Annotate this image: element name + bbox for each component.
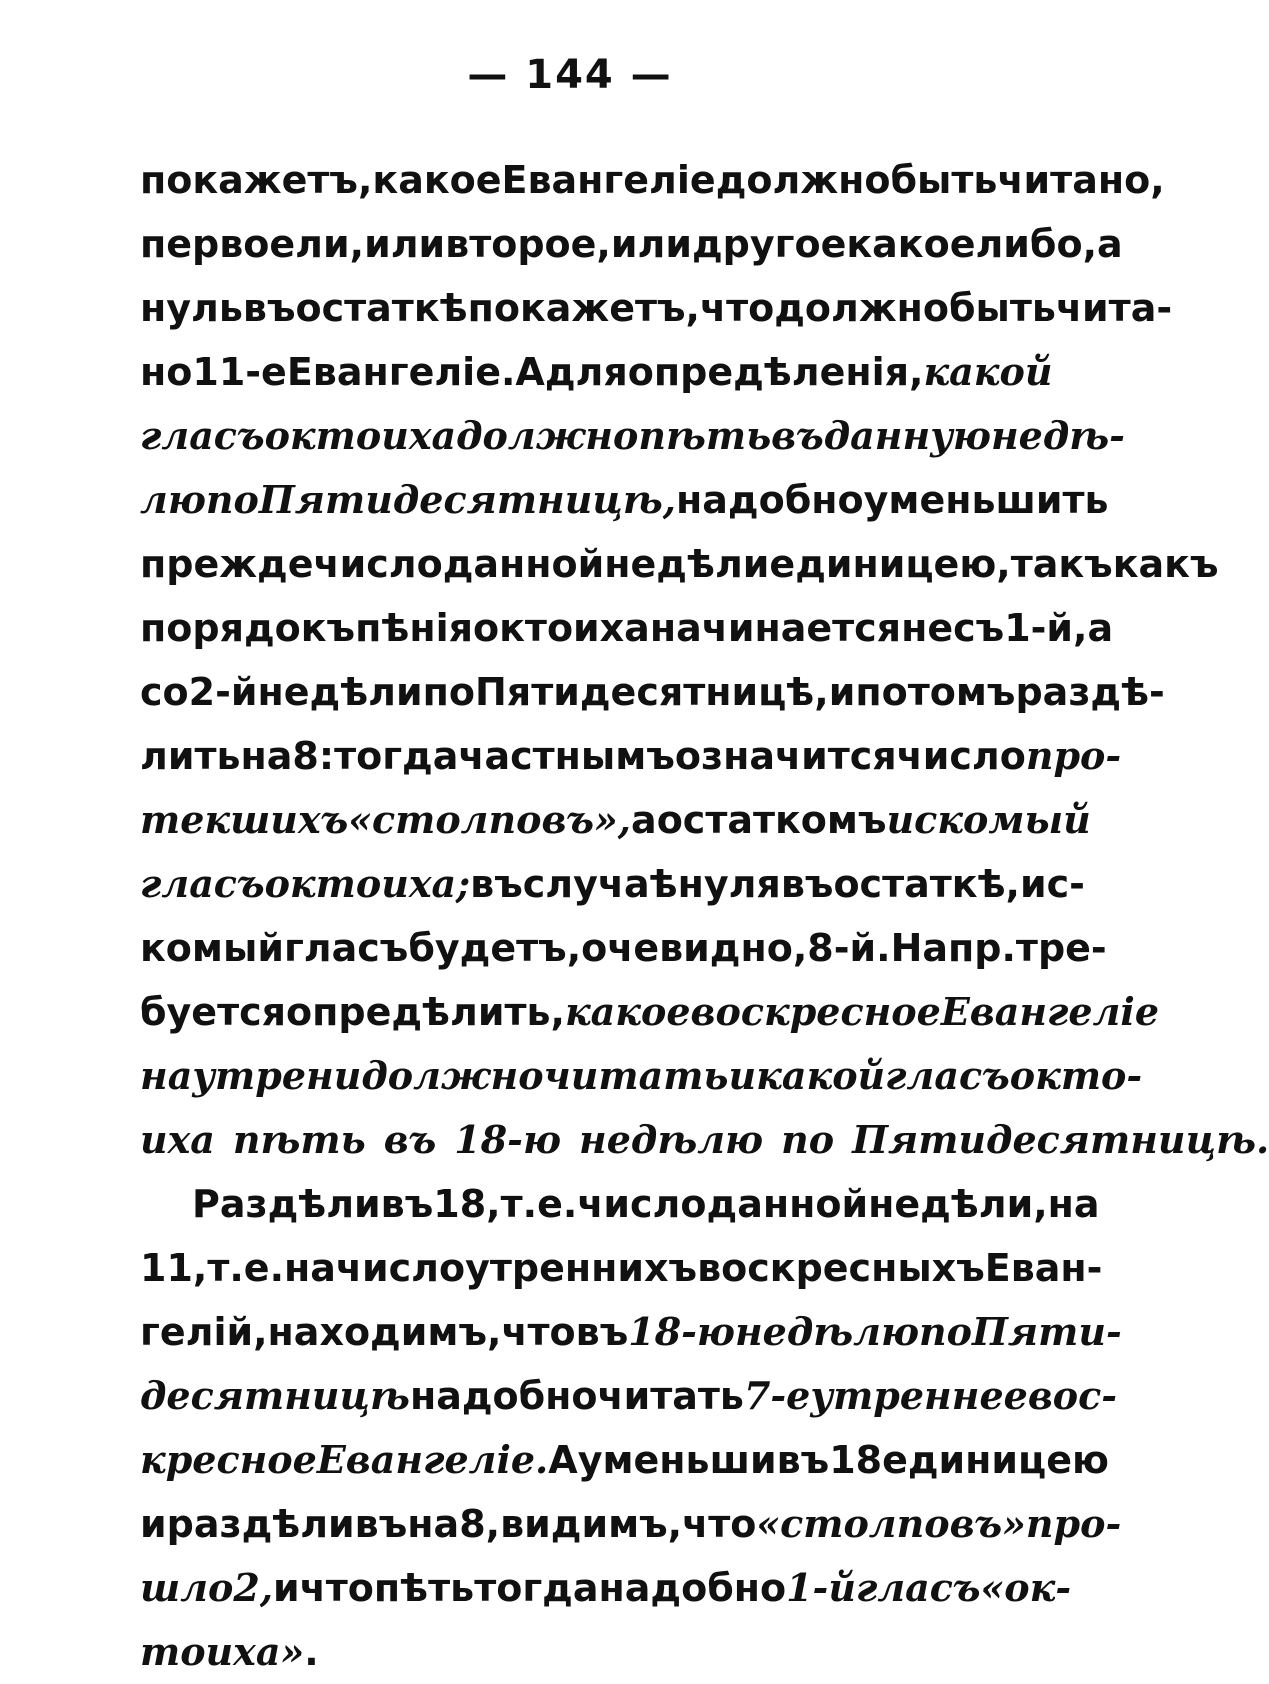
word: недѣлю [734,1309,920,1354]
word: не [901,606,954,650]
word: покажетъ, [467,286,700,330]
word: единицею [882,1438,1109,1482]
text-line [140,1172,1100,1236]
word: уменьшить [863,478,1109,522]
word: тогда [334,734,459,778]
word: комый [140,926,284,970]
word: гласъ [855,1565,981,1610]
word: чита- [1055,286,1173,330]
word: читать [543,1053,729,1098]
word: кресное [140,1437,317,1482]
text-line [140,532,1219,596]
word: октоиха; [264,861,471,906]
word: по [781,1117,835,1162]
word: первое [140,222,296,266]
word: 2-й [188,670,258,714]
word: на [284,1246,336,1290]
paragraph [140,148,1269,1172]
word: недѣли [257,670,423,714]
word: буется [140,990,287,1034]
text-line [140,596,1114,660]
text-line [140,980,1160,1044]
text-line [140,1428,1109,1492]
word: по [422,670,475,714]
word: должно [774,286,950,330]
text-line [140,724,1122,788]
text-line [140,1236,1103,1300]
word: Евангеліе [501,158,716,202]
word: утреннее [810,1373,1028,1418]
word: текшихъ [140,797,349,842]
word: очевидно, [581,926,808,970]
text-line [140,660,1165,724]
word: и [140,1502,167,1546]
text-line [140,788,1091,852]
word: какой [756,1053,886,1098]
word: пѣть [373,1566,475,1610]
paragraph [140,1172,1122,1684]
word: шло [140,1565,234,1610]
word: либо, [975,222,1098,266]
word: начинается [649,606,902,650]
word: покажетъ, [140,158,373,202]
word: въ [470,862,523,906]
word: со [140,670,189,714]
word: 18-ю [628,1309,735,1354]
text-line [140,212,1123,276]
word: на [140,1053,193,1098]
word: опредѣлить, [286,990,565,1034]
text-line [140,340,1053,404]
word: гласъ [140,861,265,906]
text-line [140,1556,1072,1620]
word: должно [361,1053,544,1098]
word: «ок- [980,1565,1072,1610]
word: утреннихъ [465,1246,698,1290]
body-text [140,148,1269,1684]
word: и [273,1566,300,1610]
word: что [299,1566,374,1610]
word: «столповъ» [756,1501,1026,1546]
word: надобно [676,478,864,522]
text-line [140,1300,1122,1364]
word: а [1097,222,1123,266]
word: недѣ- [990,413,1125,458]
word: гласъ [140,413,265,458]
word: число [577,1182,707,1226]
word: находимъ, [267,1310,502,1354]
word: означится [674,734,897,778]
word: воскресное [690,989,941,1034]
word: Раздѣливъ [192,1182,434,1226]
word: читать [597,1374,744,1418]
word: ис- [1019,862,1085,906]
word: въ [771,413,824,458]
word: гласъ [283,926,409,970]
word: Евангеліе. [316,1437,549,1482]
word: второе, [445,222,611,266]
word: гласъ [885,1053,1010,1098]
word: или [610,222,692,266]
word: какое [564,989,691,1034]
word: должно [715,158,891,202]
word: нуля [677,862,781,906]
word: данной [442,542,605,586]
word: на [240,734,293,778]
word: какое [846,222,976,266]
word: ли, [295,222,365,266]
word: Евангеліе [940,989,1160,1034]
word: Напр. [890,926,1016,970]
word: или [364,222,446,266]
word: будетъ, [408,926,582,970]
word: но [140,350,193,394]
word: . [304,1630,319,1674]
word: А [515,350,545,394]
word: въ [780,862,834,906]
word: для [544,350,628,394]
word: утрени [192,1053,362,1098]
word: 8-й. [807,926,891,970]
word: нуль [140,286,243,330]
word: лить [140,734,241,778]
word: искомый [886,797,1091,842]
word: опредѣленія, [627,350,924,394]
word: и [728,1053,757,1098]
word: въ [575,1310,629,1354]
text-line [140,1364,1118,1428]
text-line [140,468,1109,532]
word: Пятидесятницѣ. [852,1117,1269,1162]
word: 8, [459,1502,501,1546]
word: на [407,1502,460,1546]
word: Пяти- [972,1309,1122,1354]
word: тогда [474,1566,599,1610]
text-line [140,1492,1122,1556]
word: А [548,1438,578,1482]
word: недѣлю [579,1117,764,1162]
word: 1-й [786,1565,856,1610]
word: что [699,286,775,330]
word: уменьшивъ [577,1438,830,1482]
word: октоиха [264,413,457,458]
word: 2, [233,1565,274,1610]
word: октоиха [473,606,650,650]
word: тре- [1015,926,1107,970]
word: единицею, [769,542,1011,586]
word: по [919,1309,973,1354]
word: остаткѣ [295,286,468,330]
word: такъ [1010,542,1113,586]
word: 11, [140,1246,208,1290]
text-line [140,148,1165,212]
word: тоиха» [140,1629,305,1674]
word: на [1047,1182,1100,1226]
word: Пятидесятницѣ, [258,477,677,522]
word: е. [243,1246,285,1290]
word: съ [953,606,1005,650]
word: въ [383,1117,437,1162]
word: какой [923,349,1053,394]
word: надобно [598,1566,787,1610]
word: какъ [1112,542,1219,586]
word: данной [706,1182,869,1226]
word: десятницѣ [140,1373,410,1418]
word: видимъ, [500,1502,683,1546]
word: про- [1025,1501,1122,1546]
word: 18-ю [454,1117,562,1162]
word: Пятидесятницѣ, [475,670,829,714]
word: быть [949,286,1056,330]
word: а [1087,606,1114,650]
word: въ [242,286,296,330]
text-line [140,916,1107,980]
word: должно [456,413,639,458]
word: е. [537,1182,578,1226]
word: 18, [433,1182,501,1226]
word: раздѣливъ [166,1502,408,1546]
word: а [631,798,657,842]
word: пѣть [638,413,772,458]
text-line [140,1108,1269,1172]
word: остаткомъ [656,798,887,842]
word: остаткѣ, [833,862,1020,906]
word: Еван- [984,1246,1103,1290]
word: Евангеліе. [286,350,516,394]
text-line [140,404,1125,468]
text-line [140,1044,1143,1108]
text-line [140,1620,1035,1684]
word: 18 [829,1438,883,1482]
text-line [140,276,1173,340]
word: вос- [1027,1373,1118,1418]
word: 7-е [743,1373,811,1418]
word: иха [140,1117,215,1162]
word: окто- [1009,1053,1143,1098]
word: данную [823,413,991,458]
word: 11-е [192,350,287,394]
page-number: — 144 — [467,52,673,98]
word: порядокъ [140,606,356,650]
word: прежде [140,542,314,586]
word: воскресныхъ [697,1246,985,1290]
word: раздѣ- [1015,670,1165,714]
word: 8: [292,734,335,778]
word: и [828,670,856,714]
word: число [896,734,1026,778]
word: что [501,1310,576,1354]
word: какое [372,158,502,202]
word: случаѣ [522,862,678,906]
word: частнымъ [458,734,675,778]
word: быть [890,158,998,202]
word: недѣли [604,542,770,586]
word: т. [207,1246,244,1290]
word: что [682,1502,757,1546]
text-line [140,852,1085,916]
word: лю [140,477,206,522]
word: пѣть [232,1117,366,1162]
word: пѣнія [355,606,474,650]
word: число [335,1246,466,1290]
word: надобно [409,1374,598,1418]
word: читано, [997,158,1165,202]
word: 1-й, [1004,606,1088,650]
word: «столповъ», [348,797,632,842]
word: число [313,542,443,586]
word: т. [500,1182,538,1226]
word: по [205,477,259,522]
word: про- [1025,733,1122,778]
word: недѣли, [868,1182,1048,1226]
word: потомъ [855,670,1016,714]
word: гелій, [140,1310,268,1354]
word: другое [691,222,847,266]
